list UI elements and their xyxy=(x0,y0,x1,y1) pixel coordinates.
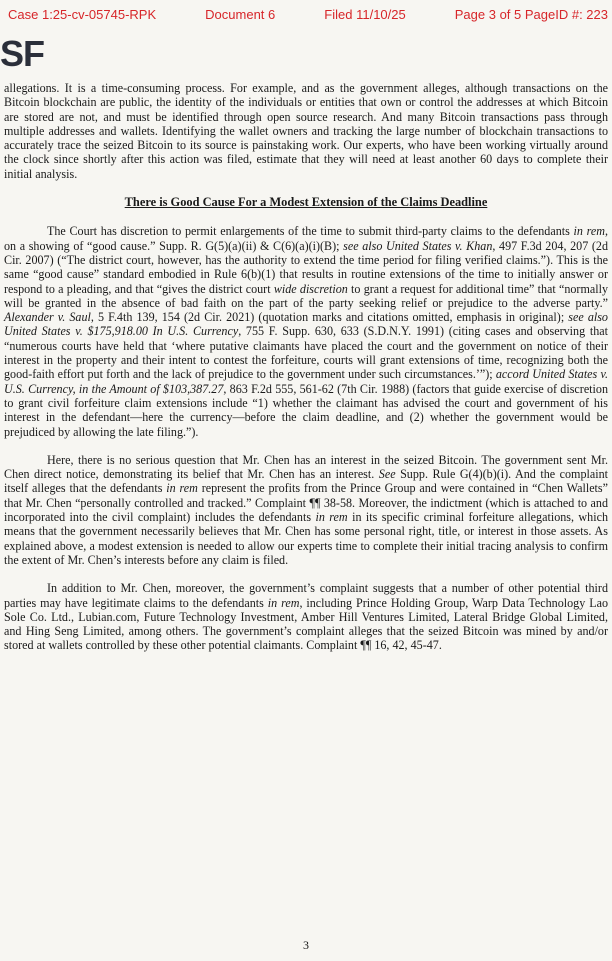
case-header xyxy=(8,7,608,22)
page-id: Page 3 of 5 PageID #: 223 xyxy=(454,7,608,22)
document-body xyxy=(4,81,608,653)
paragraph-continuation: allegations. It is a time-consuming process. For example, and as the government alleges, although transactions on the Bitcoin blockchain are public, the identity of the individuals or entities that own or control the addresses at which Bitcoin are stored are not, and must be identified through open source research. And many Bitcoin transactions pass through multiple addresses and wallets. Identifying the wallet owners and tracking the large number of blockchain transactions to accurately trace the seized Bitcoin to its source is painstaking work. Our experts, who have been working virtually around the clock since shortly after this action was filed, estimate that they will need at least another 60 days to complete their initial analysis. xyxy=(4,81,608,181)
section-heading: There is Good Cause For a Modest Extension of the Claims Deadline xyxy=(124,195,488,210)
firm-logo: SF xyxy=(0,33,45,74)
case-number: Case 1:25-cv-05745-RPK xyxy=(8,7,157,22)
paragraph-third-parties: In addition to Mr. Chen, moreover, the government’s complaint suggests that a number of other potential third parties may have legitimate claims to the defendants in rem, including Prince Holding Group, Warp Data Technology Lao Sole Co. Ltd., Lubian.com, Future Technology Investment, Amber Hill Ventures Limited, Lateral Bridge Global Limited, and Hing Seng Limited, among others. The government’s complaint alleges that the seized Bitcoin was mined by and/or stored at wallets controlled by these other potential claimants. Complaint ¶¶ 16, 42, 45-47. xyxy=(4,581,608,653)
paragraph-good-cause: The Court has discretion to permit enlargements of the time to submit third-party claims to the defendants in rem, on a showing of “good cause.” Supp. R. G(5)(a)(ii) & C(6)(a)(i)(B); see also United States v. Khan, 497 F.3d 204, 207 (2d Cir. 2007) (“The district court, however, has the authority to extend the time period for filing verified claims.”). This is the same “good cause” standard embodied in Rule 6(b)(1) that results in routine extensions of the time to initially answer or respond to a pleading, and that “gives the district court wide discretion to grant a request for additional time” that “normally will be granted in the absence of bad faith on the part of the party seeking relief or prejudice to the adverse party.” Alexander v. Saul, 5 F.4th 139, 154 (2d Cir. 2021) (quotation marks and citations omitted, emphasis in original); see also United States v. $175,918.00 In U.S. Currency, 755 F. Supp. 630, 633 (S.D.N.Y. 1991) (citing cases and observing that “numerous courts have held that ‘where putative claimants have placed the court and the government on notice of their interest in the property and their intent to contest the forfeiture, courts will grant extensions of time, recognizing both the good-faith effort put forth and the lack of prejudice to the government under such circumstances.’”); accord United States v. U.S. Currency, in the Amount of $103,387.27, 863 F.2d 555, 561-62 (7th Cir. 1988) (factors that guide exercise of discretion to grant civil forfeiture claim extensions include “1) whether the claimant has advised the court and government of his interest in the defendant—here the currency—before the claim deadline, and (2) whether the government would be prejudiced by allowing the late filing.”). xyxy=(4,224,608,439)
paragraph-chen-interest: Here, there is no serious question that Mr. Chen has an interest in the seized Bitcoin. The government sent Mr. Chen direct notice, demonstrating its belief that Mr. Chen has an interest. See Supp. Rule G(4)(b)(i). And the complaint itself alleges that the defendants in rem represent the profits from the Prince Group and were contained in “Chen Wallets” that Mr. Chen “personally controlled and tracked.” Complaint ¶¶ 38-58. Moreover, the indictment (which is attached to and incorporated into the civil complaint) includes the defendants in rem in its specific criminal forfeiture allegations, which means that the government necessarily believes that Mr. Chen has some personal right, title, or interest in those assets. As explained above, a modest extension is needed to allow our experts time to complete their initial tracing analysis to confirm the extent of Mr. Chen’s interests before any claim is filed. xyxy=(4,452,609,567)
document-number: Document 6 xyxy=(205,7,276,22)
page-number: 3 xyxy=(303,938,309,952)
filed-date: Filed 11/10/25 xyxy=(324,7,406,22)
